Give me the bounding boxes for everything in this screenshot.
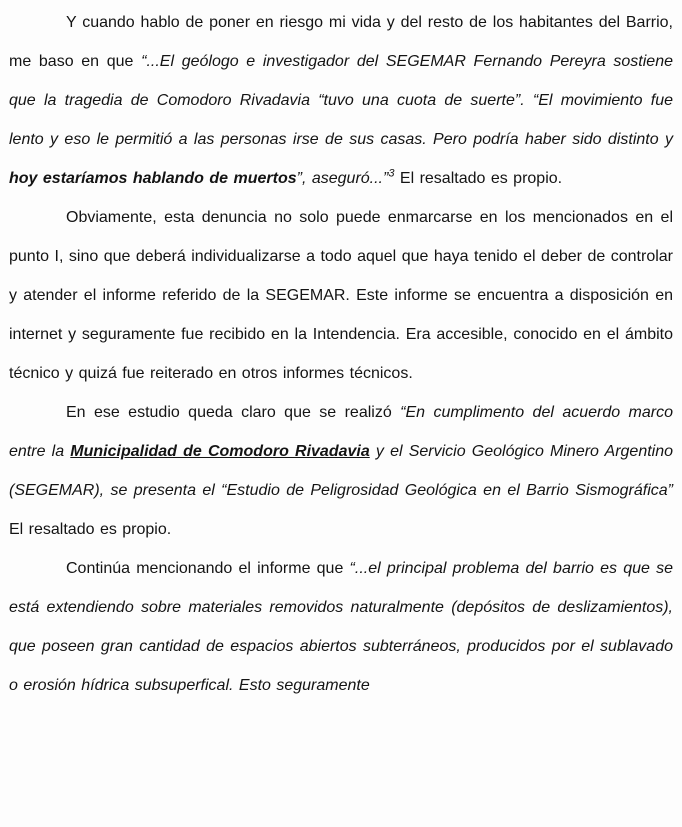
paragraph-2 (9, 198, 673, 393)
paragraph-1 (9, 3, 673, 198)
text-run-underlined-emphasis: Municipalidad de Comodoro Rivadavia (70, 443, 370, 460)
text-run: El resaltado es propio. (394, 170, 563, 187)
text-run-italic-quote: “En cumplimento del acuerdo marco entre la (9, 404, 674, 460)
text-run: Obviamente, esta denuncia no solo puede enmarcarse en los mencionados en el punto I, sino que deberá individualizarse a todo aquel que haya tenido el deber de controlar y atender el informe referido de la SEGEMAR. Este informe se encuentra a disposición en internet y seguramente fue recibido en la Intendencia. Era accesible, conocido en el ámbito técnico y quizá fue reiterado en otros informes técnicos. (9, 209, 673, 382)
text-run-italic-quote: y el Servicio Geológico Minero Argentino (SEGEMAR), se presenta el “Estudio de Peligrosidad Geológica en el Barrio Sismográfica” (9, 443, 674, 499)
paragraph-3 (9, 393, 673, 549)
footnote-marker: 3 (388, 167, 395, 180)
text-run: Y cuando hablo de poner en riesgo mi vida y del resto de los habitantes del Barrio, me baso en que (9, 14, 673, 70)
text-run-italic-quote: “...El geólogo e investigador del SEGEMAR Fernando Pereyra sostiene que la tragedia de Comodoro Rivadavia “tuvo una cuota de suerte”. “El movimiento fue lento y eso le permitió a las personas irse de sus casas. Pero podría haber sido distinto y (9, 53, 674, 148)
text-run: Continúa mencionando el informe que (66, 560, 350, 577)
text-run-italic-quote: ”, aseguró...” (296, 170, 389, 187)
text-run: En ese estudio queda claro que se realizó (66, 404, 401, 421)
text-run: El resaltado es propio. (9, 521, 172, 538)
text-run-italic-quote: “...el principal problema del barrio es que se está extendiendo sobre materiales removidos naturalmente (depósitos de deslizamientos), que poseen gran cantidad de espacios abiertos subterráneos, producidos por el sublavado o erosión hídrica subsuperfical. Esto seguramente (9, 560, 673, 694)
paragraph-4 (9, 549, 673, 705)
text-run-bold-emphasis: hoy estaríamos hablando de muertos (9, 170, 297, 187)
